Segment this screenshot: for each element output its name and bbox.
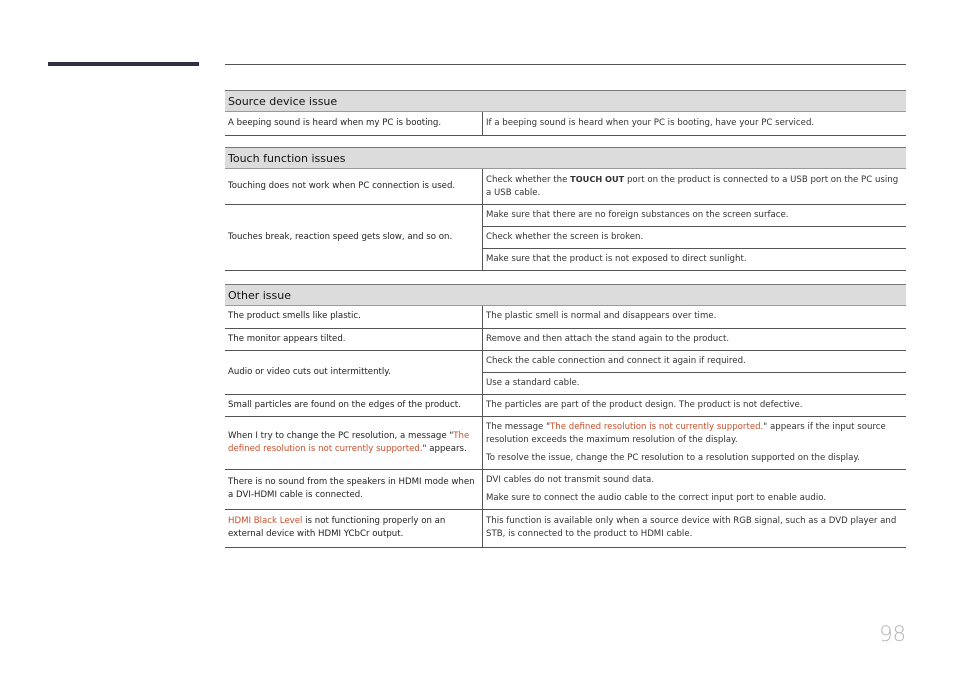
issue-text: is not functioning properly on an external device with HDMI YCbCr output. [228, 516, 446, 539]
section-touch-function-issues [225, 147, 906, 271]
section-title: Source device issue [225, 90, 906, 112]
hdmi-black-level-link[interactable]: HDMI Black Level [228, 516, 303, 526]
solution-text: port on the product is connected to a USB port on the PC using a USB cable. [486, 175, 899, 198]
section-source-device-issue [225, 90, 906, 136]
solution-paragraph: To resolve the issue, change the PC resolution to a resolution supported on the display. [486, 452, 861, 463]
touch-out-port-label: TOUCH OUT [570, 174, 625, 184]
table-row [225, 112, 906, 135]
solution-paragraph [486, 421, 903, 447]
solution-paragraph: Make sure to connect the audio cable to the correct input port to enable audio. [486, 492, 827, 503]
issue-cell: Touching does not work when PC connection is used. [225, 169, 483, 205]
solution-cell: If a beeping sound is heard when your PC is booting, have your PC serviced. [483, 112, 907, 135]
section-title: Touch function issues [225, 147, 906, 169]
issue-cell: The product smells like plastic. [225, 306, 483, 328]
solution-cell: Check the cable connection and connect it again if required. [483, 350, 907, 372]
issue-cell: Touches break, reaction speed gets slow, and so on. [225, 205, 483, 271]
error-message-highlight: The defined resolution is not currently supported. [550, 421, 764, 432]
issue-text: " appears. [422, 443, 467, 454]
solution-cell: Check whether the screen is broken. [483, 227, 907, 249]
solution-text: Check whether the [486, 175, 571, 185]
table-row [225, 205, 906, 227]
issues-table [225, 112, 906, 136]
solution-cell: The particles are part of the product design. The product is not defective. [483, 394, 907, 416]
issues-table [225, 306, 906, 548]
table-row [225, 328, 906, 350]
table-row [225, 469, 906, 509]
error-message-highlight: The defined resolution is not currently supported. [228, 430, 470, 454]
table-row [225, 416, 906, 469]
solution-cell: Make sure that there are no foreign substances on the screen surface. [483, 205, 907, 227]
solution-cell [483, 169, 907, 205]
chapter-marker-bar [48, 62, 199, 66]
table-row [225, 169, 906, 205]
solution-text: The message " [486, 421, 551, 432]
table-row [225, 394, 906, 416]
solution-text: " appears if the input source resolution exceeds the maximum resolution of the display. [486, 421, 886, 445]
issues-table [225, 169, 906, 271]
issue-cell: The monitor appears tilted. [225, 328, 483, 350]
solution-paragraph: DVI cables do not transmit sound data. [486, 474, 655, 485]
solution-cell: Make sure that the product is not exposed to direct sunlight. [483, 249, 907, 271]
solution-cell: Remove and then attach the stand again to the product. [483, 328, 907, 350]
section-title: Other issue [225, 284, 906, 306]
solution-cell: Use a standard cable. [483, 372, 907, 394]
page-number: 98 [879, 622, 906, 646]
table-row [225, 509, 906, 547]
issue-cell: Audio or video cuts out intermittently. [225, 350, 483, 394]
issue-cell: There is no sound from the speakers in HDMI mode when a DVI-HDMI cable is connected. [225, 469, 483, 509]
solution-cell: This function is available only when a source device with RGB signal, such as a DVD player and STB, is connected to the product to HDMI cable. [483, 509, 907, 547]
solution-cell [483, 416, 907, 469]
table-row [225, 350, 906, 372]
issue-cell: A beeping sound is heard when my PC is booting. [225, 112, 483, 135]
solution-cell [483, 469, 907, 509]
table-row [225, 306, 906, 328]
issue-cell [225, 416, 483, 469]
issue-text: When I try to change the PC resolution, a message " [228, 430, 454, 441]
issue-cell: Small particles are found on the edges of the product. [225, 394, 483, 416]
issue-cell [225, 509, 483, 547]
solution-cell: The plastic smell is normal and disappears over time. [483, 306, 907, 328]
section-other-issue [225, 284, 906, 548]
top-divider [225, 64, 906, 65]
